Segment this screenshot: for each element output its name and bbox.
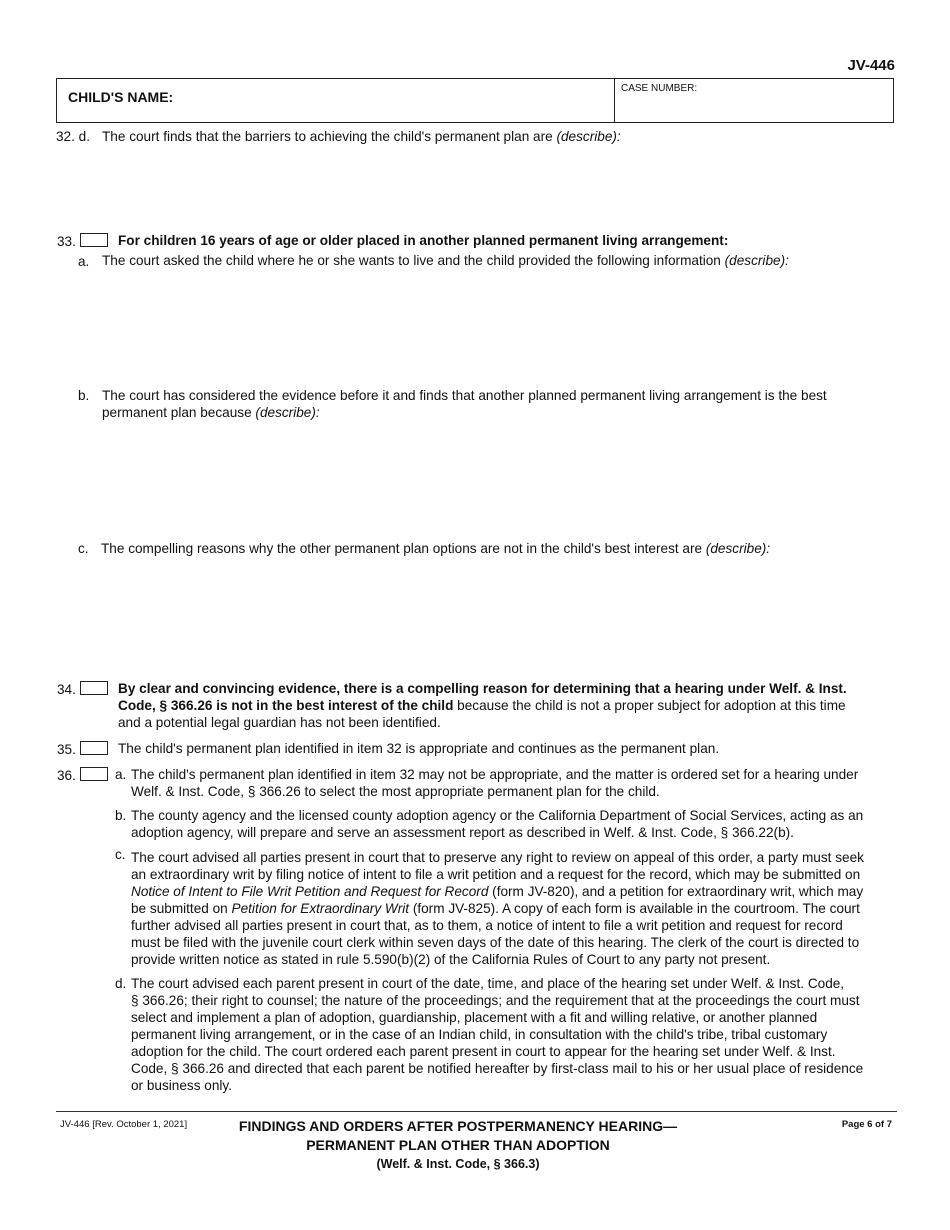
- item-33b-letter: b.: [78, 388, 90, 403]
- caption-divider: [614, 78, 615, 123]
- item-36-number: 36.: [57, 768, 76, 783]
- footer-title: FINDINGS AND ORDERS AFTER POSTPERMANENCY HEARING— PERMANENT PLAN OTHER THAN ADOPTION (Welf. & Inst. Code, § 366.3): [238, 1118, 678, 1171]
- item-36c-letter: c.: [115, 847, 126, 862]
- footer-revision: JV-446 [Rev. October 1, 2021]: [60, 1119, 188, 1130]
- item-36b-text: The county agency and the licensed county adoption agency or the California Department of Social Services, acting as an adoption agency, will prepare and serve an assessment report as described in Welf. & Inst. Code, § 366.22(b).: [131, 808, 864, 840]
- item-34-number: 34.: [57, 682, 76, 697]
- item-33-heading: For children 16 years of age or older placed in another planned permanent living arrangement:: [118, 233, 729, 248]
- form-id: JV-446: [847, 57, 895, 74]
- item-36c-text: The court advised all parties present in court that to preserve any right to review on appeal of this order, a party must seek an extraordinary writ by filing notice of intent to file a writ petition and a request for the record, which may be submitted on Notice of Intent to File Writ Petition and Request for Record (form JV-820), and a petition for extraordinary writ, which may be submitted on Petition for Extraordinary Writ (form JV-825). A copy of each form is available in the courtroom. The court further advised all parties present in court that, as to them, a notice of intent to file a writ petition and request for record must be filed with the juvenile court clerk within seven days of the date of this hearing. The clerk of the court is directed to provide written notice as stated in rule 5.590(b)(2) of the California Rules of Court to any party not present.: [131, 850, 864, 967]
- item-32d-number: 32. d.: [56, 129, 91, 144]
- footer-rule: [56, 1111, 897, 1112]
- item-33c-letter: c.: [78, 541, 89, 556]
- item-32d-text: The court finds that the barriers to achieving the child's permanent plan are (describe):: [102, 129, 621, 144]
- item-33a-text: The court asked the child where he or she wants to live and the child provided the following information (describe):: [102, 253, 789, 268]
- item-33b-text: The court has considered the evidence before it and finds that another planned permanent living arrangement is the best permanent plan because (describe):: [102, 388, 827, 420]
- child-name-label: CHILD'S NAME:: [68, 89, 174, 105]
- item-35-checkbox[interactable]: [80, 741, 108, 755]
- case-number-label: CASE NUMBER:: [621, 83, 698, 94]
- item-36a-letter: a.: [115, 767, 127, 782]
- item-36d-letter: d.: [115, 976, 127, 991]
- item-35-text: The child's permanent plan identified in item 32 is appropriate and continues as the permanent plan.: [118, 741, 720, 756]
- item-35-number: 35.: [57, 742, 76, 757]
- item-33-checkbox[interactable]: [80, 233, 108, 247]
- item-36b-letter: b.: [115, 808, 127, 823]
- item-36d-text: The court advised each parent present in court of the date, time, and place of the hearing set under Welf. & Inst. Code, § 366.26; their right to counsel; the nature of the proceedings; and the requirement that at the proceedings the court must select and implement a plan of adoption, guardianship, placement with a fit and willing relative, or another planned permanent living arrangement, or in the case of an Indian child, in consultation with the child's tribe, tribal customary adoption for the child. The court ordered each parent present in court to appear for the hearing set under Welf. & Inst. Code, § 366.26 and directed that each parent be notified hereafter by first-class mail to his or her usual place of residence or business only.: [131, 976, 864, 1093]
- footer-page-number: Page 6 of 7: [841, 1119, 892, 1130]
- item-33a-letter: a.: [78, 254, 90, 269]
- item-34-checkbox[interactable]: [80, 681, 108, 695]
- item-36-checkbox[interactable]: [80, 767, 108, 781]
- caption-box: [56, 78, 894, 123]
- item-36a-text: The child's permanent plan identified in item 32 may not be appropriate, and the matter is ordered set for a hearing under Welf. & Inst. Code, § 366.26 to select the most appropriate permanent plan for the child.: [131, 767, 859, 799]
- item-33c-text: The compelling reasons why the other permanent plan options are not in the child's best interest are (describe):: [101, 541, 771, 556]
- item-34-text: By clear and convincing evidence, there is a compelling reason for determining that a hearing under Welf. & Inst. Code, § 366.26 is not in the best interest of the child because the child is not a proper subject for adoption at this time and a potential legal guardian has not been identified.: [118, 681, 847, 730]
- item-33-number: 33.: [57, 234, 76, 249]
